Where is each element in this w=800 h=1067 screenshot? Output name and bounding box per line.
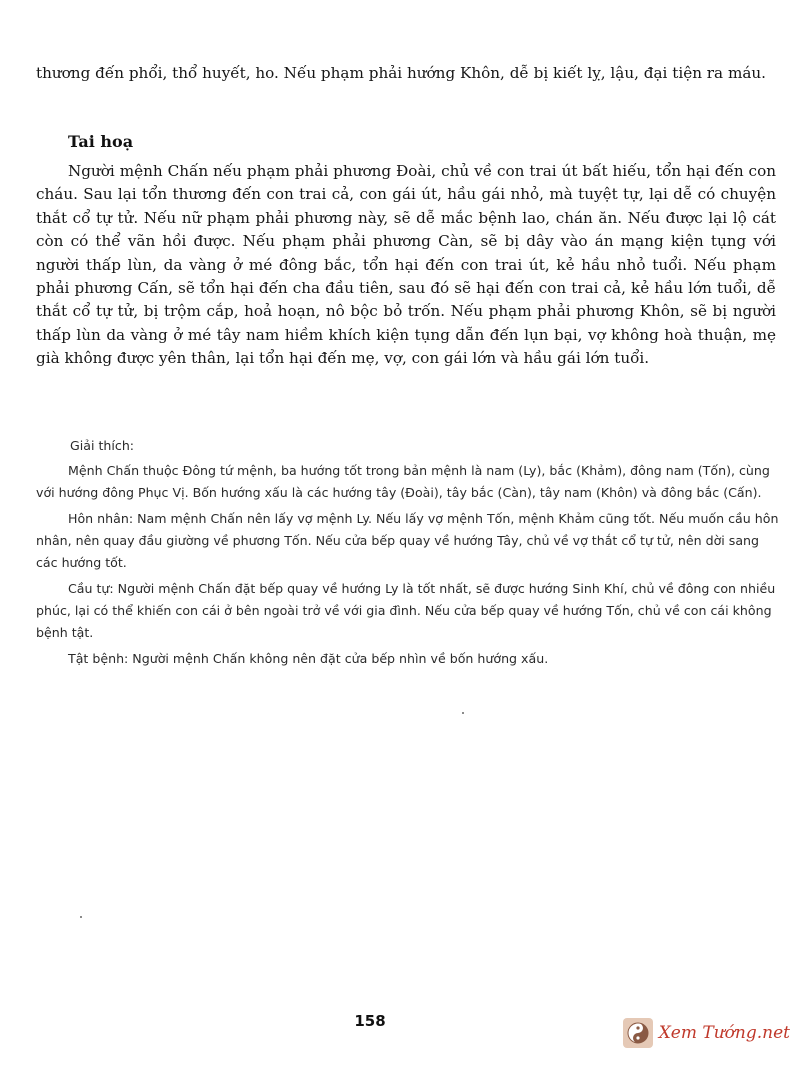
- notes-title: Giải thích:: [70, 438, 135, 453]
- section-heading: Tai hoạ: [68, 132, 134, 151]
- intro-paragraph: thương đến phổi, thổ huyết, ho. Nếu phạm phải hướng Khôn, dễ bị kiết lỵ, lậu, đại tiện ra máu.: [36, 64, 767, 82]
- page-number: 158: [354, 1012, 386, 1030]
- section-body-paragraph: Người mệnh Chấn nếu phạm phải phương Đoài, chủ về con trai út bất hiếu, tổn hại đến con cháu. Sau lại tổn thương đến con trai cả, con gái út, hầu gái nhỏ, mà tuyệt tự, lại dễ có chuyện thắt cổ tự tử. Nếu nữ phạm phải phương này, sẽ dễ mắc bệnh lao, chán ăn. Nếu được lại lộ cát còn có thể vãn hồi được. Nếu phạm phải phương Càn, sẽ bị dây vào án mạng kiện tụng với người thấp lùn, da vàng ở mé đông bắc, tổn hại đến con trai út, kẻ hầu nhỏ tuổi. Nếu phạm phải phương Cấn, sẽ tổn hại đến cha đầu tiên, sau đó sẽ hại đến con trai cả, kẻ hầu lớn tuổi, dễ thắt cổ tự tử, bị trộm cắp, hoả hoạn, nô bộc bỏ trốn. Nếu phạm phải phương Khôn, sẽ bị người thấp lùn da vàng ở mé tây nam hiềm khích kiện tụng dẫn đến lụn bại, vợ không hoà thuận, mẹ già không được yên thân, lại tổn hại đến mẹ, vợ, con gái lớn và hầu gái lớn tuổi.: [36, 162, 776, 368]
- notes-block: [36, 460, 784, 674]
- watermark: [623, 1018, 790, 1048]
- yin-yang-icon: [623, 1018, 653, 1048]
- note-paragraph-hon-nhan: Hôn nhân: Nam mệnh Chấn nên lấy vợ mệnh Ly. Nếu lấy vợ mệnh Tốn, mệnh Khảm cũng tốt. Nếu muốn cầu hôn nhân, nên quay đầu giường về phương Tốn. Nếu cửa bếp quay về hướng Tây, chủ về vợ thắt cổ tự tử, nên dời sang các hướng tốt.: [36, 511, 779, 570]
- note-paragraph-tat-benh: Tật bệnh: Người mệnh Chấn không nên đặt cửa bếp nhìn về bốn hướng xấu.: [68, 651, 549, 666]
- note-paragraph-menh: Mệnh Chấn thuộc Đông tứ mệnh, ba hướng tốt trong bản mệnh là nam (Ly), bắc (Khảm), đông nam (Tốn), cùng với hướng đông Phục Vị. Bốn hướng xấu là các hướng tây (Đoài), tây bắc (Càn), tây nam (Khôn) và đông bắc (Cấn).: [36, 463, 770, 500]
- scan-speck: [462, 712, 464, 714]
- watermark-text: Xem Tướng.net: [658, 1023, 790, 1043]
- scan-speck: [80, 916, 82, 918]
- note-paragraph-cau-tu: Cầu tự: Người mệnh Chấn đặt bếp quay về hướng Ly là tốt nhất, sẽ được hướng Sinh Khí, chủ về đông con nhiều phúc, lại có thể khiến con cái ở bên ngoài trở về với gia đình. Nếu cửa bếp quay về hướng Tốn, chủ về con cái không bệnh tật.: [36, 581, 776, 640]
